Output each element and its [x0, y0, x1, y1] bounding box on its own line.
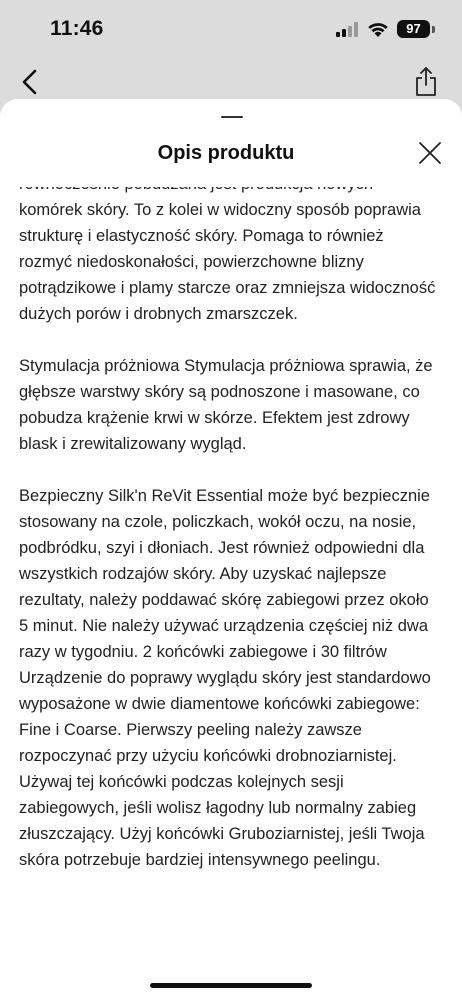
- sheet-header: [0, 99, 462, 187]
- description-paragraph: Stymulacja próżniowa Stymulacja próżniowa sprawia, że głębsze warstwy skóry są podnoszone i masowane, co pobudza krążenie krwi w skórze. Efektem jest zdrowy blask i zrewitalizowany wygląd.: [19, 357, 433, 453]
- battery-level: 97: [406, 21, 421, 36]
- description-paragraph: komórek skóry. To z kolei w widoczny sposób poprawia strukturę i elastyczność skóry. Pomaga to również rozmyć niedoskonałości, powierzchowne blizny potrądzikowe i plamy starcze oraz zmniejsza widoczność dużych porów i drobnych zmarszczek.: [19, 201, 436, 323]
- sheet-title: Opis produktu: [157, 142, 295, 164]
- description-text: [19, 171, 439, 899]
- status-bar: [0, 0, 462, 62]
- signal-icon: [336, 22, 360, 37]
- battery-icon: [397, 20, 430, 38]
- description-paragraph: Bezpieczny Silk'n ReVit Essential może być bezpiecznie stosowany na czole, policzkach, wokół oczu, na nosie, podbródku, szyi i dłoniach. Jest również odpowiedni dla wszystkich rodzajów skóry. Aby uzyskać najlepsze rezultaty, należy poddawać skórę zabiegowi przez około 5 minut. Nie należy używać urządzenia częściej niż dwa razy w tygodniu. 2 końcówki zabiegowe i 30 filtrów Urządzenie do poprawy wyglądu skóry jest standardowo wyposażone w dwie diamentowe końcówki zabiegowe: Fine i Coarse. Pierwszy peeling należy zawsze rozpoczynać przy użyciu końcówki drobnoziarnistej. Używaj tej końcówki podczas kolejnych sesji zabiegowych, jeśli wolisz łagodny lub normalny zabieg złuszczający. Użyj końcówki Gruboziarnistej, jeśli Twoja skóra potrzebuje bardziej intensywnego peelingu.: [19, 487, 431, 869]
- home-indicator: [150, 983, 312, 988]
- nav-bar: [0, 62, 462, 102]
- chevron-left-icon[interactable]: [18, 68, 42, 96]
- wifi-icon: [366, 20, 390, 38]
- battery-tip: [432, 26, 435, 33]
- share-icon[interactable]: [413, 65, 439, 97]
- product-description-sheet: [0, 99, 462, 999]
- sheet-grabber[interactable]: [221, 116, 243, 118]
- close-icon[interactable]: [418, 141, 442, 165]
- status-time: 11:46: [50, 17, 104, 40]
